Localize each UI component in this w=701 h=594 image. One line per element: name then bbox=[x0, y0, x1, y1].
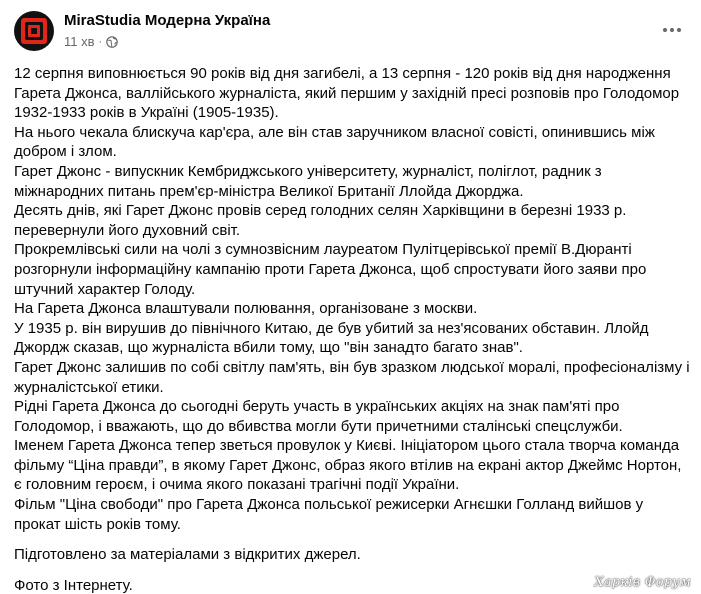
post-photo-credit: Фото з Інтернету. bbox=[14, 576, 133, 594]
post-paragraph: У 1935 р. він вирушив до північного Китаю, де був убитий за нез'ясованих обставин. Ллойд Джордж сказав, що журналіста вбили тому, що "він занадто багато знав". bbox=[14, 319, 649, 357]
post-paragraph: На нього чекала блискуча кар'єра, але він став заручником власної совісті, опинившись між добром і злом. bbox=[14, 123, 655, 161]
post-paragraph: Фільм "Ціна свободи" про Гарета Джонса польської режисерки Агнєшки Голланд вийшов у прокат шість років тому. bbox=[14, 496, 644, 533]
post-source-note: Підготовлено за матеріалами з відкритих джерел. bbox=[14, 546, 361, 564]
post-text bbox=[14, 64, 690, 594]
post-paragraph: Гарет Джонс залишив по собі світлу пам'ять, він був зразком людської моралі, професіоналізму і журналістської етики. bbox=[14, 358, 690, 396]
globe-icon[interactable] bbox=[106, 36, 118, 48]
watermark: Харків Форум bbox=[594, 575, 691, 590]
post-paragraph: На Гарета Джонса влаштували полювання, організоване з москви. bbox=[14, 300, 478, 318]
post-paragraph: Прокремлівські сили на чолі з сумнозвісним лауреатом Пулітцерівської премії В.Дюранті розгорнули інформаційну кампанію проти Гарета Джонса, щоб спростувати його заяви про штучний характер Голоду. bbox=[14, 241, 647, 298]
post-paragraph: Рідні Гарета Джонса до сьогодні беруть участь в українських акціях на знак пам'яті про Голодомор, і вважають, що до вбивства могли бути причетними сталінські спецслужби. bbox=[14, 398, 623, 435]
post-paragraph: Іменем Гарета Джонса тепер зветься провулок у Києві. Ініціатором цього стала творча команда фільму “Ціна правди”, в якому Гарет Джонс, образ якого втілив на екрані актор Джеймс Нортон, є головним героєм, і очима якого показані трагічні події України. bbox=[14, 437, 682, 494]
paragraph-spacer bbox=[14, 534, 690, 545]
meta-separator: · bbox=[98, 35, 103, 48]
paragraph-spacer bbox=[14, 565, 690, 576]
post-paragraph: Гарет Джонс - випускник Кембриджського університету, журналіст, поліглот, радник з міжнародних питань прем'єр-міністра Великої Британії Ллойда Джорджа. bbox=[14, 162, 602, 200]
post-paragraph: Десять днів, які Гарет Джонс провів серед голодних селян Харківщини в березні 1933 р. перевернули його духовний світ. bbox=[14, 202, 627, 239]
post-header bbox=[12, 8, 692, 56]
post-paragraph: 12 серпня виповнюється 90 років від дня загибелі, а 13 серпня - 120 років від дня народження Гарета Джонса, валлійського журналіста, який першим у західній пресі розповів про Голодомор 1932-1933 років в Україні (1905-1935). bbox=[14, 65, 680, 122]
post-timestamp[interactable]: 11 хв bbox=[64, 34, 95, 49]
page-avatar[interactable] bbox=[14, 11, 54, 51]
avatar-logo-center bbox=[31, 28, 37, 34]
post-meta bbox=[64, 34, 118, 49]
more-options-icon[interactable] bbox=[658, 20, 686, 40]
page-name-link[interactable]: MiraStudia Модерна Україна bbox=[64, 12, 271, 29]
